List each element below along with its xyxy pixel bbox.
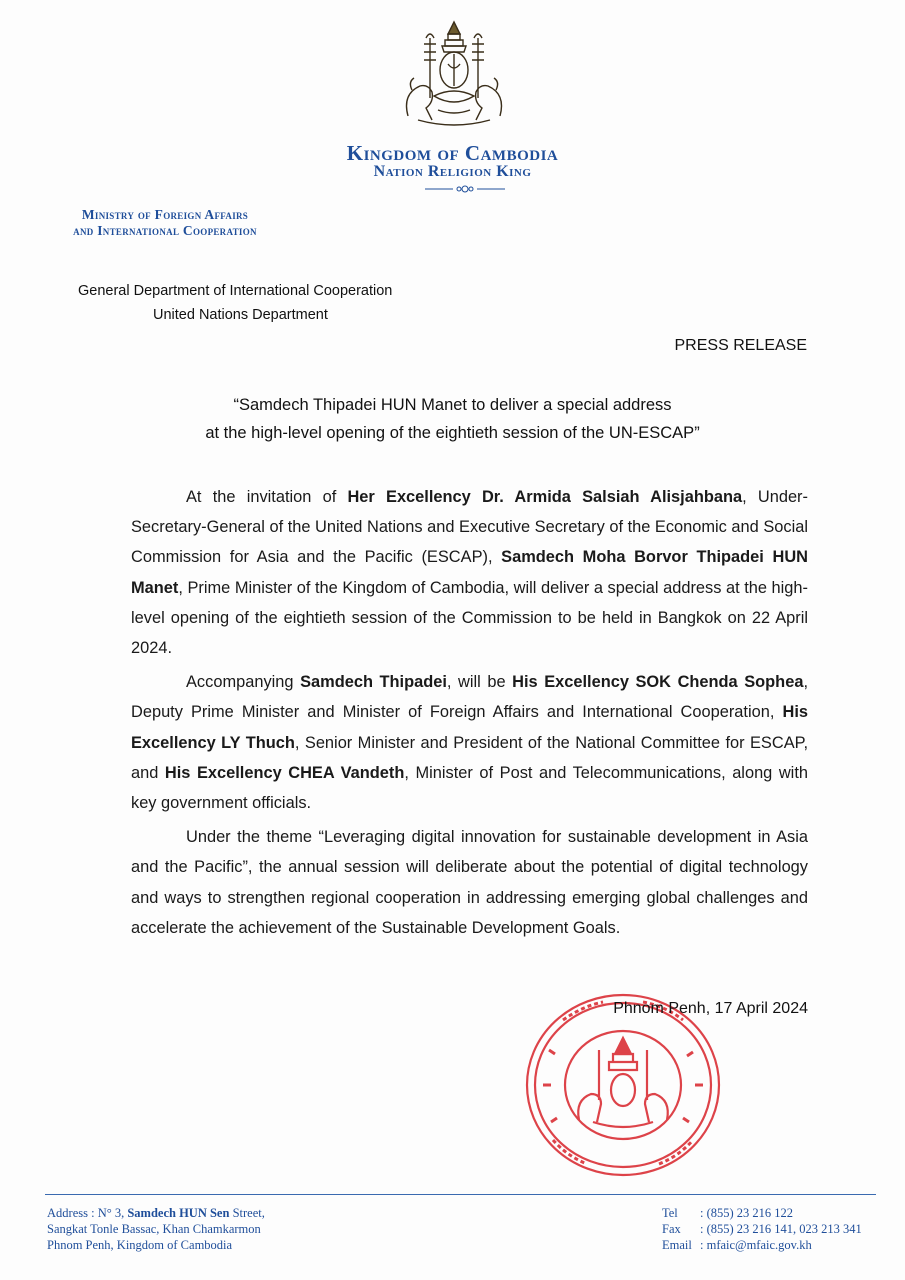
email-row: Email : mfaic@mfaic.gov.kh (662, 1238, 812, 1252)
ministry-seal-stamp-icon (523, 990, 723, 1180)
document-type: PRESS RELEASE (674, 337, 807, 354)
dateline: Phnom Penh, 17 April 2024 (613, 1000, 808, 1017)
address-line1: Address : N° 3, Samdech HUN Sen Street, (47, 1206, 265, 1220)
footer-divider (45, 1194, 876, 1195)
address-line2: Sangkat Tonle Bassac, Khan Chamkarmon (47, 1222, 261, 1236)
press-title-line1: “Samdech Thipadei HUN Manet to deliver a special address (233, 396, 672, 414)
national-motto: Nation Religion King (373, 163, 532, 180)
paragraph-1: At the invitation of Her Excellency Dr. Armida Salsiah Alisjahbana, Under-Secretary-General of the United Nations and Executive Secretary of the Economic and Social Commission for Asia and the Pacific (ESCAP), Samdech Moha Borvor Thipadei HUN Manet, Prime Minister of the Kingdom of Cambodia, will deliver a special address at the high-level opening of the eightieth session of the Commission to be held in Bangkok on 22 April 2024. (131, 488, 808, 658)
ministry-name-line1: Ministry of Foreign Affairs (81, 207, 249, 222)
department-line2: United Nations Department (153, 307, 328, 323)
department-line1: General Department of International Cooperation (78, 283, 393, 299)
divider-ornament-icon (425, 184, 505, 194)
kingdom-title: Kingdom of Cambodia (346, 141, 559, 165)
footer-address (47, 1205, 265, 1253)
press-title-line2: at the high-level opening of the eightieth session of the UN-ESCAP” (205, 424, 700, 442)
paragraph-2: Accompanying Samdech Thipadei, will be His Excellency SOK Chenda Sophea, Deputy Prime Minister and Minister of Foreign Affairs and International Cooperation, His Excellency LY Thuch, Senior Minister and President of the National Committee for ESCAP, and His Excellency CHEA Vandeth, Minister of Post and Telecommunications, along with key government officials. (131, 673, 808, 813)
fax-row: Fax : (855) 23 216 141, 023 213 341 (662, 1222, 862, 1236)
press-body (131, 482, 808, 947)
cambodia-royal-arms-icon (398, 20, 510, 130)
ministry-name-line2: and International Cooperation (73, 223, 257, 238)
address-line3: Phnom Penh, Kingdom of Cambodia (47, 1238, 233, 1252)
footer-contacts (662, 1205, 862, 1253)
tel-row: Tel : (855) 23 216 122 (662, 1206, 794, 1220)
paragraph-3: Under the theme “Leveraging digital innovation for sustainable development in Asia and the Pacific”, the annual session will deliberate about the potential of digital technology and ways to strengthen regional cooperation in addressing emerging global challenges and accelerate the achievement of the Sustainable Development Goals. (131, 828, 808, 937)
